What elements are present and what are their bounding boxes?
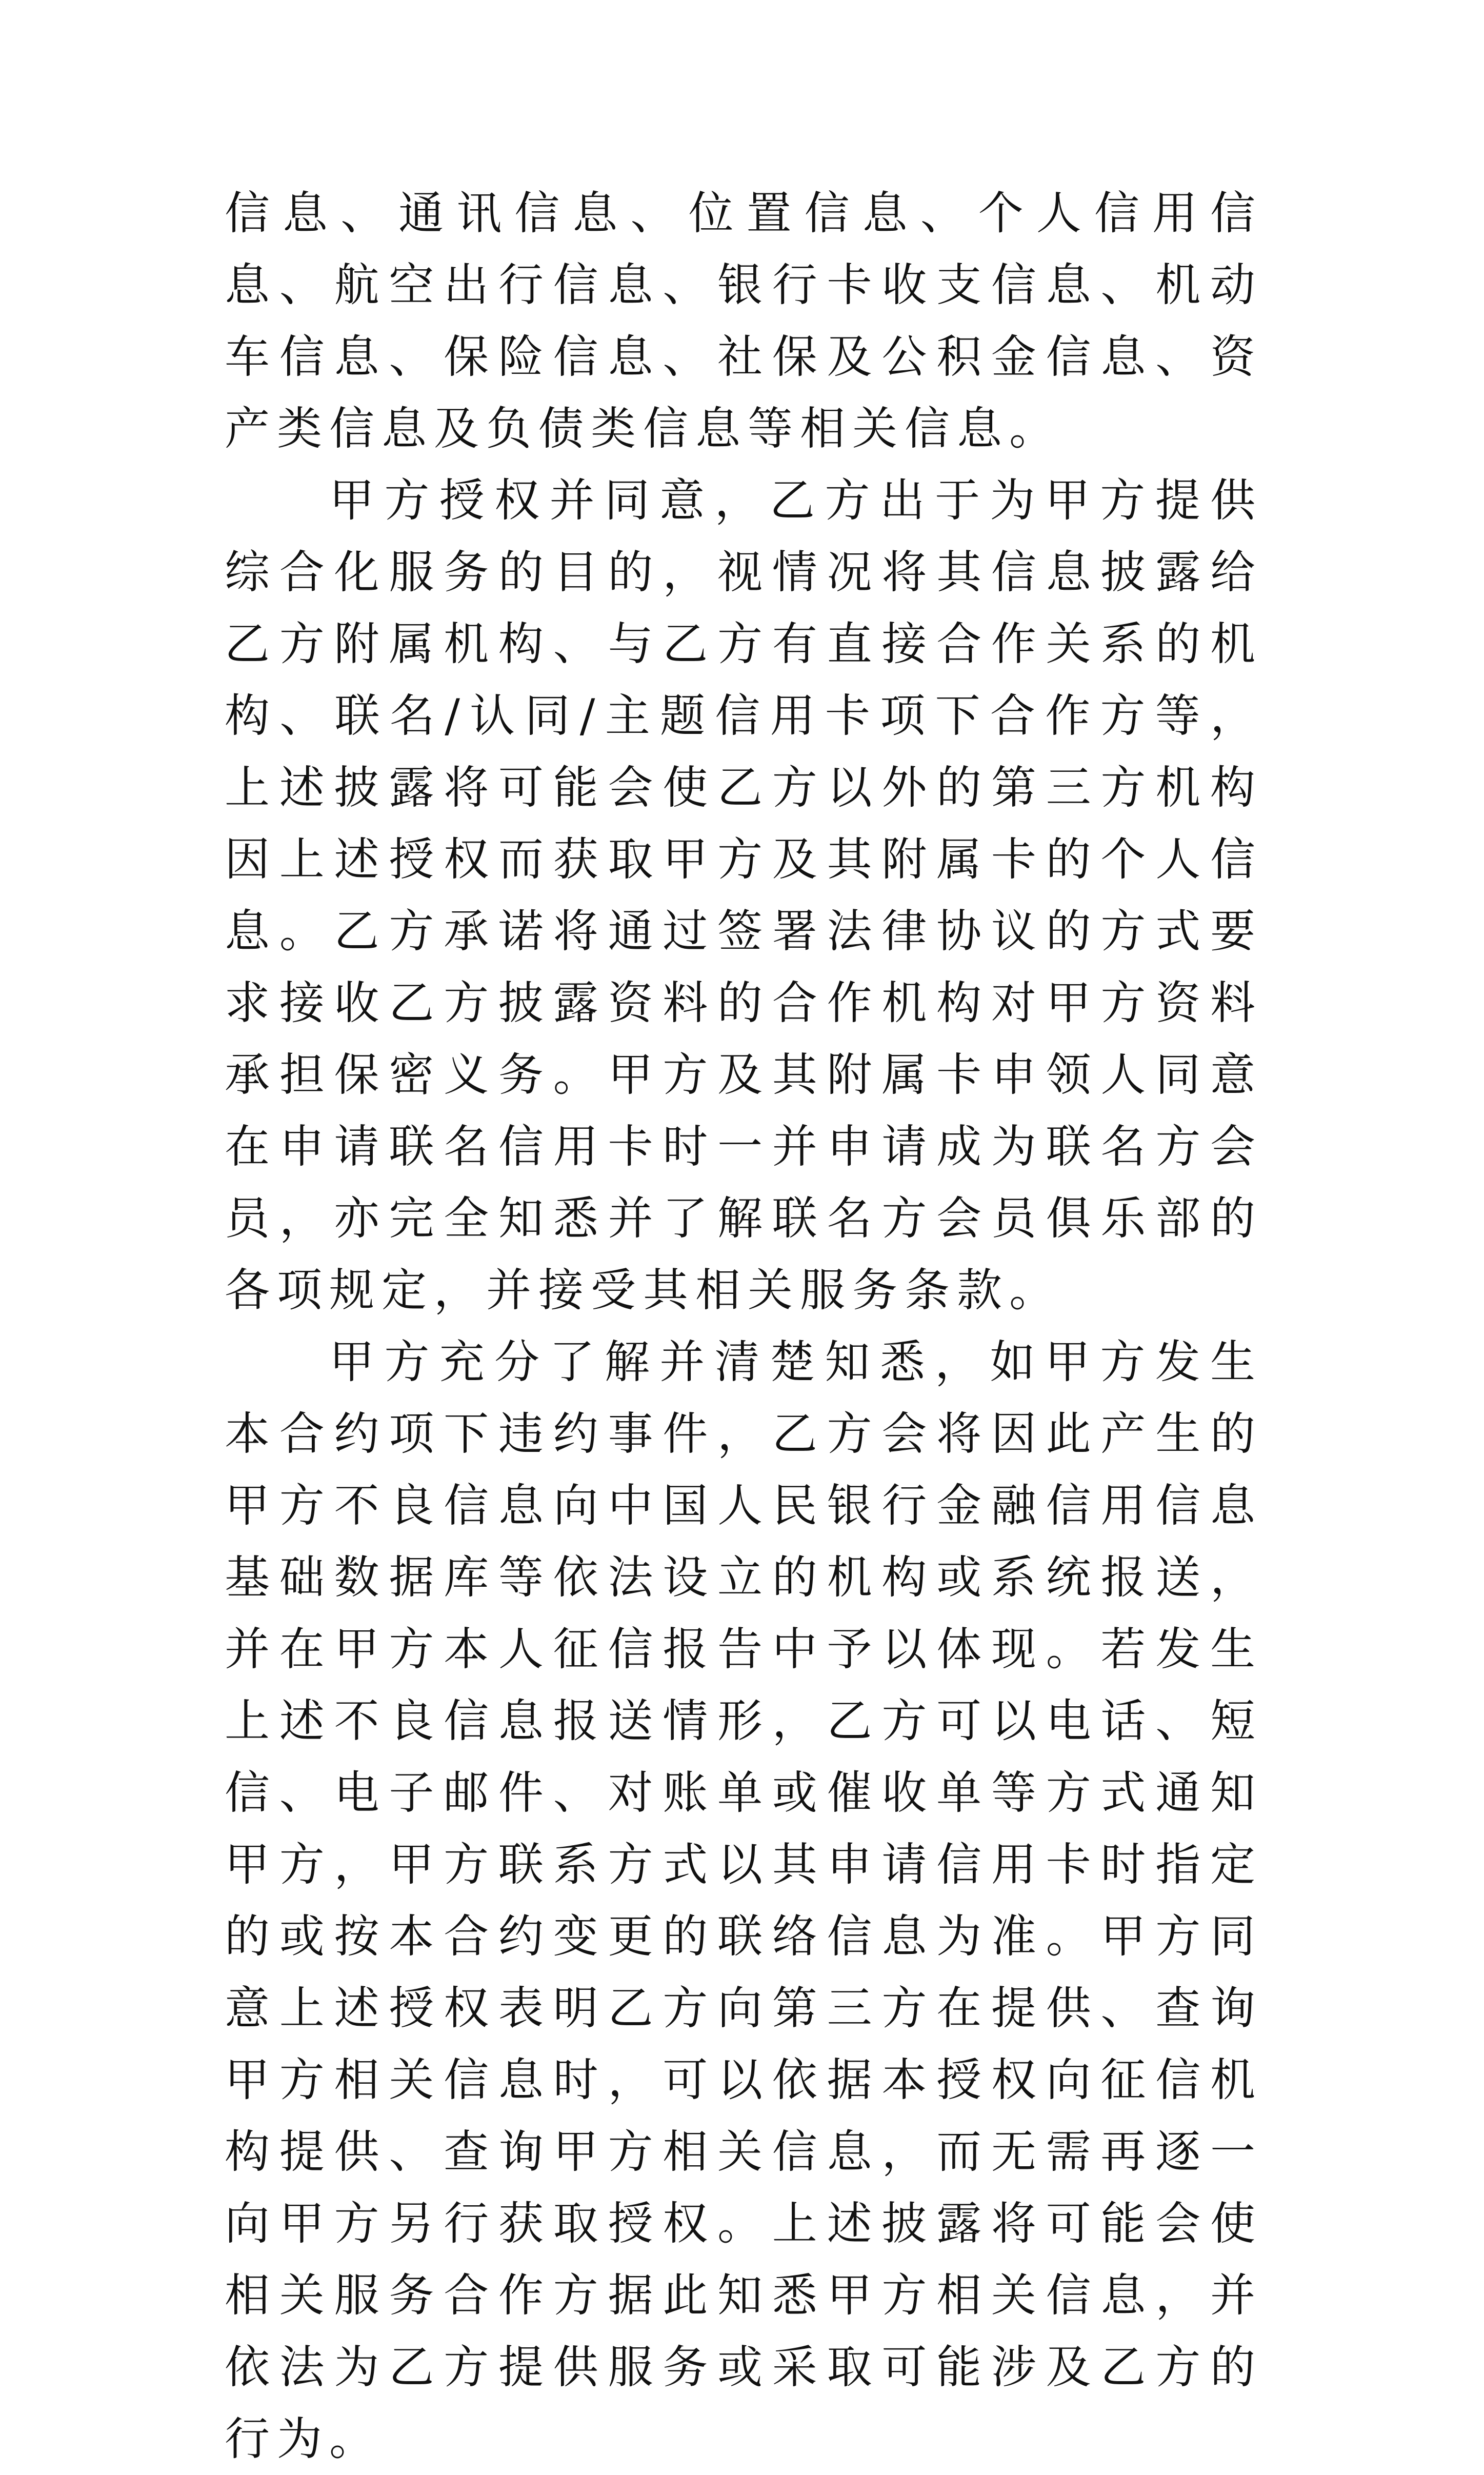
document-body — [225, 177, 1262, 2475]
paragraph-2: 甲方授权并同意，乙方出于为甲方提供综合化服务的目的，视情况将其信息披露给乙方附属机构、与乙方有直接合作关系的机构、联名/认同/主题信用卡项下合作方等，上述披露将可能会使乙方以外的第三方机构因上述授权而获取甲方及其附属卡的个人信息。乙方承诺将通过签署法律协议的方式要求接收乙方披露资料的合作机构对甲方资料承担保密义务。甲方及其附属卡申领人同意在申请联名信用卡时一并申请成为联名方会员，亦完全知悉并了解联名方会员俱乐部的各项规定，并接受其相关服务条款。 — [225, 474, 1262, 1316]
paragraph-3: 甲方充分了解并清楚知悉，如甲方发生本合约项下违约事件，乙方会将因此产生的甲方不良信息向中国人民银行金融信用信息基础数据库等依法设立的机构或系统报送，并在甲方本人征信报告中予以体现。若发生上述不良信息报送情形，乙方可以电话、短信、电子邮件、对账单或催收单等方式通知甲方，甲方联系方式以其申请信用卡时指定的或按本合约变更的联络信息为准。甲方同意上述授权表明乙方向第三方在提供、查询甲方相关信息时，可以依据本授权向征信机构提供、查询甲方相关信息，而无需再逐一向甲方另行获取授权。上述披露将可能会使相关服务合作方据此知悉甲方相关信息，并依法为乙方提供服务或采取可能涉及乙方的行为。 — [225, 1335, 1262, 2465]
paragraph-1: 信息、通讯信息、位置信息、个人信用信息、航空出行信息、银行卡收支信息、机动车信息、保险信息、社保及公积金信息、资产类信息及负债类信息等相关信息。 — [225, 187, 1262, 455]
